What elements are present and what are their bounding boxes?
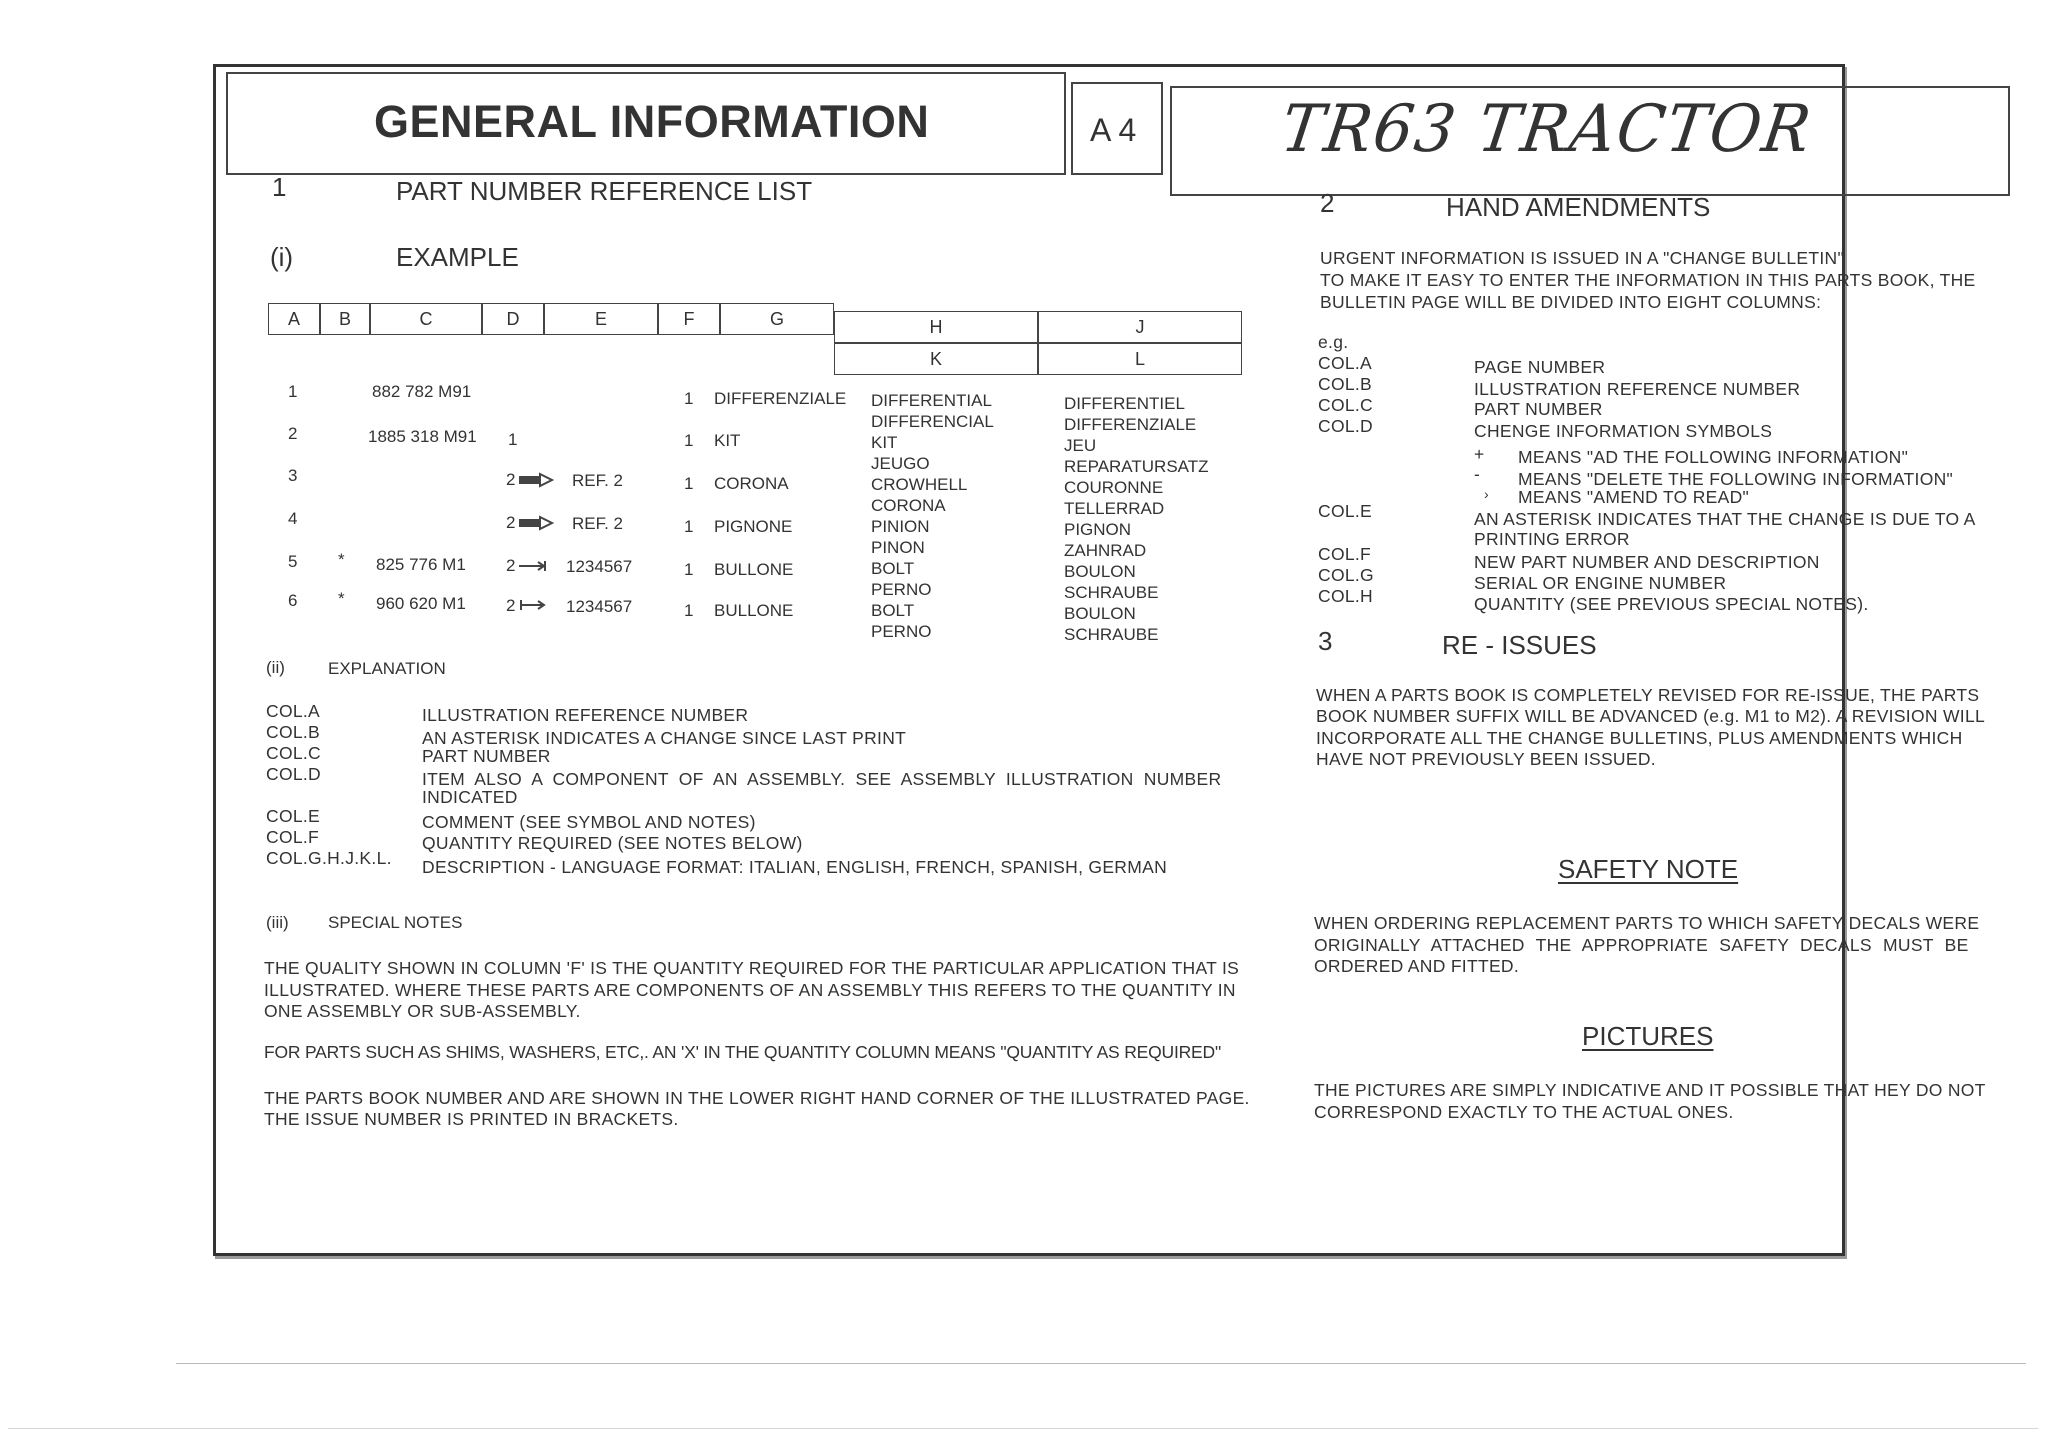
scan-line <box>176 1363 2026 1364</box>
row5-h2: PERNO <box>871 580 932 599</box>
section2-title: HAND AMENDMENTS <box>1446 192 1711 222</box>
section2-intro-l3: BULLETIN PAGE WILL BE DIVIDED INTO EIGHT COLUMNS: <box>1320 292 1822 312</box>
s2-text-b: ILLUSTRATION REFERENCE NUMBER <box>1474 379 1801 399</box>
s2-col-b: COL.B <box>1318 374 1373 394</box>
row5-j: BOULON <box>1064 562 1136 581</box>
safety-title: SAFETY NOTE <box>1558 854 1739 884</box>
special-p2: FOR PARTS SUCH AS SHIMS, WASHERS, ETC,. AN 'X' IN THE QUANTITY COLUMN MEANS "QUANTITY AS REQUIRED" <box>264 1042 1221 1062</box>
s2-col-g: COL.G <box>1318 565 1374 585</box>
expl-col-c: COL.C <box>266 743 321 763</box>
s2-col-e: COL.E <box>1318 501 1373 521</box>
row1-j2: DIFFERENZIALE <box>1064 415 1197 434</box>
row6-a: 6 <box>288 591 298 610</box>
col-header-c: C <box>370 303 482 335</box>
special-p1-l2: ILLUSTRATED. WHERE THESE PARTS ARE COMPONENTS OF AN ASSEMBLY THIS REFERS TO THE QUANTITY IN <box>264 980 1236 1000</box>
row4-h: PINION <box>871 517 930 536</box>
row4-e: REF. 2 <box>572 514 624 533</box>
safety-l2: ORIGINALLY ATTACHED THE APPROPRIATE SAFETY DECALS MUST BE <box>1314 935 1969 955</box>
row2-j2: REPARATURSATZ <box>1064 457 1209 476</box>
row2-c: 1885 318 M91 <box>368 427 477 446</box>
row6-h: BOLT <box>871 601 915 620</box>
section2-intro-l2: TO MAKE IT EASY TO ENTER THE INFORMATION IN THIS PARTS BOOK, THE <box>1320 270 1976 290</box>
assembly-arrow-icon <box>518 515 554 531</box>
row1-h2: DIFFERENCIAL <box>871 412 994 431</box>
row2-f: 1 <box>684 431 694 450</box>
safety-l3: ORDERED AND FITTED. <box>1314 956 1520 976</box>
row3-h2: CORONA <box>871 496 946 515</box>
symbol-plus-text: MEANS "AD THE FOLLOWING INFORMATION" <box>1518 447 1909 467</box>
pictures-title: PICTURES <box>1582 1021 1714 1051</box>
example-title: EXAMPLE <box>396 242 519 272</box>
section2-number: 2 <box>1320 188 1335 218</box>
expl-text-b: AN ASTERISK INDICATES A CHANGE SINCE LAST PRINT <box>422 728 907 748</box>
row6-c: 960 620 M1 <box>376 594 466 613</box>
row4-g: PIGNONE <box>714 517 793 536</box>
s2-col-h: COL.H <box>1318 586 1373 606</box>
handwritten-title: TR63 TRACTOR <box>1276 90 1818 167</box>
expl-col-a: COL.A <box>266 701 321 721</box>
row5-b: * <box>338 550 345 569</box>
special-p1-l3: ONE ASSEMBLY OR SUB-ASSEMBLY. <box>264 1001 581 1021</box>
pictures-l1: THE PICTURES ARE SIMPLY INDICATIVE AND IT POSSIBLE THAT HEY DO NOT <box>1314 1080 1986 1100</box>
row5-f: 1 <box>684 560 694 579</box>
row6-j2: SCHRAUBE <box>1064 625 1159 644</box>
s2-text-e: AN ASTERISK INDICATES THAT THE CHANGE IS DUE TO A <box>1474 509 1976 529</box>
delete-arrow-icon <box>518 560 548 572</box>
amend-arrow-icon <box>518 599 548 611</box>
expl-text-d2: INDICATED <box>422 787 518 807</box>
row5-e: 1234567 <box>566 557 633 576</box>
row3-j: COURONNE <box>1064 478 1164 497</box>
section3-title: RE - ISSUES <box>1442 630 1597 660</box>
pictures-l2: CORRESPOND EXACTLY TO THE ACTUAL ONES. <box>1314 1102 1734 1122</box>
row2-g: KIT <box>714 431 741 450</box>
symbol-amend: › <box>1484 486 1489 502</box>
col-header-g: G <box>720 303 834 335</box>
s2-col-a: COL.A <box>1318 353 1373 373</box>
row5-c: 825 776 M1 <box>376 555 466 574</box>
special-title: SPECIAL NOTES <box>328 913 463 932</box>
col-header-j: J <box>1038 311 1242 343</box>
expl-text-f: QUANTITY REQUIRED (SEE NOTES BELOW) <box>422 833 803 853</box>
row5-d: 2 <box>506 556 516 575</box>
s2-col-f: COL.F <box>1318 544 1372 564</box>
s2-text-e2: PRINTING ERROR <box>1474 529 1630 549</box>
col-header-h: H <box>834 311 1038 343</box>
s2-text-g: SERIAL OR ENGINE NUMBER <box>1474 573 1727 593</box>
row2-h: KIT <box>871 433 898 452</box>
row4-f: 1 <box>684 517 694 536</box>
row5-h: BOLT <box>871 559 915 578</box>
row3-j2: TELLERRAD <box>1064 499 1165 518</box>
expl-text-g: DESCRIPTION - LANGUAGE FORMAT: ITALIAN, ENGLISH, FRENCH, SPANISH, GERMAN <box>422 857 1168 877</box>
assembly-arrow-icon <box>518 472 554 488</box>
expl-text-a: ILLUSTRATION REFERENCE NUMBER <box>422 705 749 725</box>
col-header-a: A <box>268 303 320 335</box>
row5-j2: SCHRAUBE <box>1064 583 1159 602</box>
expl-text-c: PART NUMBER <box>422 746 551 766</box>
row1-j: DIFFERENTIEL <box>1064 394 1185 413</box>
expl-text-e: COMMENT (SEE SYMBOL AND NOTES) <box>422 812 756 832</box>
expl-text-d: ITEM ALSO A COMPONENT OF AN ASSEMBLY. SEE ASSEMBLY ILLUSTRATION NUMBER <box>422 769 1222 789</box>
row6-d: 2 <box>506 596 516 615</box>
row2-a: 2 <box>288 424 298 443</box>
special-p1-l1: THE QUALITY SHOWN IN COLUMN 'F' IS THE QUANTITY REQUIRED FOR THE PARTICULAR APPLICATION THAT IS <box>264 958 1240 978</box>
scan-line <box>8 1428 2038 1429</box>
row1-f: 1 <box>684 389 694 408</box>
col-header-d: D <box>482 303 544 335</box>
page-title: GENERAL INFORMATION <box>374 96 930 147</box>
section2-eg: e.g. <box>1318 332 1349 352</box>
row3-e: REF. 2 <box>572 471 624 490</box>
special-label: (iii) <box>266 913 289 932</box>
section3-l1: WHEN A PARTS BOOK IS COMPLETELY REVISED FOR RE-ISSUE, THE PARTS <box>1316 685 1980 705</box>
row6-g: BULLONE <box>714 601 794 620</box>
row1-g: DIFFERENZIALE <box>714 389 847 408</box>
expl-col-d: COL.D <box>266 764 321 784</box>
row3-f: 1 <box>684 474 694 493</box>
row2-d: 1 <box>508 430 518 449</box>
col-header-e: E <box>544 303 658 335</box>
row1-h: DIFFERENTIAL <box>871 391 992 410</box>
row4-h2: PINON <box>871 538 925 557</box>
row6-j: BOULON <box>1064 604 1136 623</box>
expl-col-f: COL.F <box>266 827 320 847</box>
s2-text-h: QUANTITY (SEE PREVIOUS SPECIAL NOTES). <box>1474 594 1869 614</box>
symbol-plus: + <box>1474 444 1485 464</box>
section3-number: 3 <box>1318 626 1333 656</box>
explanation-title: EXPLANATION <box>328 659 446 678</box>
safety-l1: WHEN ORDERING REPLACEMENT PARTS TO WHICH SAFETY DECALS WERE <box>1314 913 1980 933</box>
row5-a: 5 <box>288 552 298 571</box>
expl-col-e: COL.E <box>266 806 321 826</box>
row4-d: 2 <box>506 513 516 532</box>
s2-text-a: PAGE NUMBER <box>1474 357 1606 377</box>
symbol-minus: - <box>1474 464 1481 484</box>
explanation-label: (ii) <box>266 658 285 677</box>
s2-text-c: PART NUMBER <box>1474 399 1603 419</box>
s2-col-d: COL.D <box>1318 416 1373 436</box>
row1-c: 882 782 M91 <box>372 382 472 401</box>
col-header-k: K <box>834 343 1038 375</box>
special-p3-l2: THE ISSUE NUMBER IS PRINTED IN BRACKETS. <box>264 1109 679 1129</box>
row3-h: CROWHELL <box>871 475 968 494</box>
page-code: A 4 <box>1090 112 1137 148</box>
special-p3-l1: THE PARTS BOOK NUMBER AND ARE SHOWN IN THE LOWER RIGHT HAND CORNER OF THE ILLUSTRATED PAGE. <box>264 1088 1250 1108</box>
row6-e: 1234567 <box>566 597 633 616</box>
row3-d: 2 <box>506 470 516 489</box>
section2-intro-l1: URGENT INFORMATION IS ISSUED IN A "CHANGE BULLETIN" <box>1320 248 1844 268</box>
row6-b: * <box>338 589 345 608</box>
col-header-l: L <box>1038 343 1242 375</box>
s2-text-f: NEW PART NUMBER AND DESCRIPTION <box>1474 552 1820 572</box>
row1-a: 1 <box>288 382 298 401</box>
row5-g: BULLONE <box>714 560 794 579</box>
example-label: (i) <box>270 242 294 272</box>
expl-col-b: COL.B <box>266 722 321 742</box>
col-header-f: F <box>658 303 720 335</box>
symbol-amend-text: MEANS "AMEND TO READ" <box>1518 487 1750 507</box>
expl-col-g: COL.G.H.J.K.L. <box>266 848 392 868</box>
section3-l2: BOOK NUMBER SUFFIX WILL BE ADVANCED (e.g. M1 to M2). A REVISION WILL <box>1316 706 1986 726</box>
row6-f: 1 <box>684 601 694 620</box>
row3-g: CORONA <box>714 474 789 493</box>
symbol-minus-text: MEANS "DELETE THE FOLLOWING INFORMATION" <box>1518 469 1954 489</box>
section1-title: PART NUMBER REFERENCE LIST <box>396 176 813 206</box>
row4-j2: ZAHNRAD <box>1064 541 1147 560</box>
row2-j: JEU <box>1064 436 1097 455</box>
s2-col-c: COL.C <box>1318 395 1373 415</box>
row6-h2: PERNO <box>871 622 932 641</box>
row4-a: 4 <box>288 509 298 528</box>
row2-h2: JEUGO <box>871 454 930 473</box>
row4-j: PIGNON <box>1064 520 1132 539</box>
row3-a: 3 <box>288 466 298 485</box>
col-header-b: B <box>320 303 370 335</box>
section1-number: 1 <box>272 172 287 202</box>
section3-l3: INCORPORATE ALL THE CHANGE BULLETINS, PLUS AMENDMENTS WHICH <box>1316 728 1963 748</box>
s2-text-d: CHENGE INFORMATION SYMBOLS <box>1474 421 1773 441</box>
section3-l4: HAVE NOT PREVIOUSLY BEEN ISSUED. <box>1316 749 1656 769</box>
